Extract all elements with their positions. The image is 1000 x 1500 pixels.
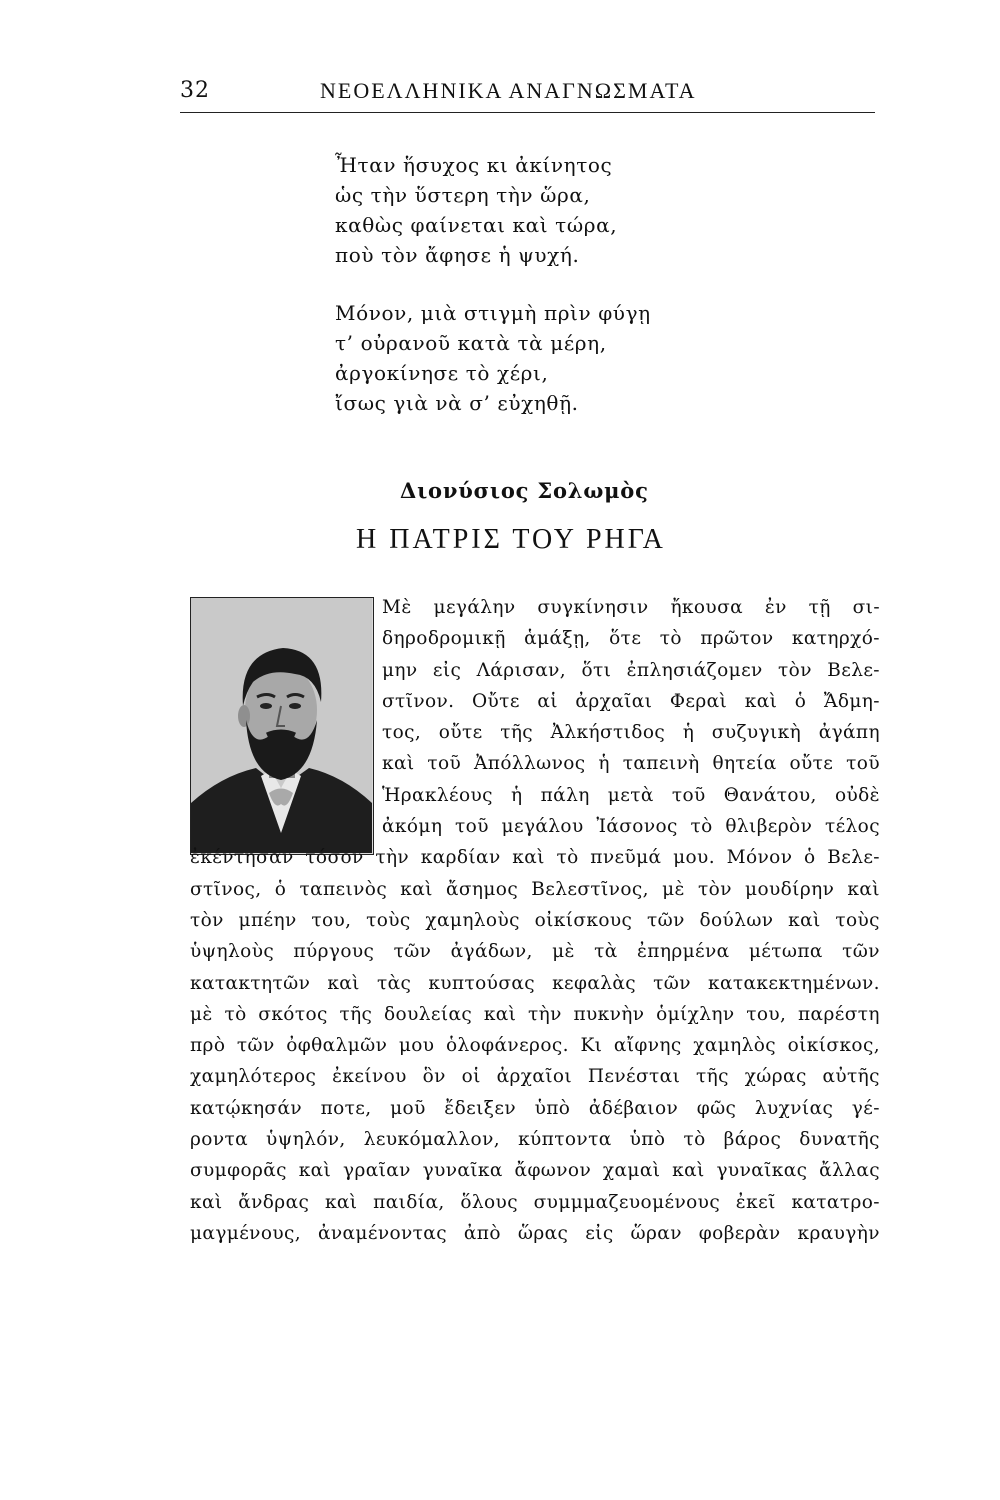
essay-line: δηροδρομικῇ ἁμάξῃ, ὅτε τὸ πρῶτον κατηρχό- [382,628,880,650]
essay-line: Μὲ μεγάλην συγκίνησιν ἤκουσα ἐν τῇ σι- [382,597,880,618]
essay-line: τος, οὔτε τῆς Ἀλκήστιδος ἡ συζυγικὴ ἀγάπη [382,722,880,744]
poem-verse: ἀργοκίνησε τὸ χέρι, [335,361,549,385]
essay-line: στῖνος, ὁ ταπεινὸς καὶ ἄσημος Βελεστῖνος, μὲ τὸν μουδίρην καὶ [190,878,880,900]
essay-line: κατακτητῶν καὶ τὰς κυπτούσας κεφαλὰς τῶν κατακεκτημένων. [190,972,880,994]
essay-title: Η ΠΑΤΡΙΣ ΤΟΥ ΡΗΓΑ [356,524,666,555]
poem-verse: ἴσως γιὰ νὰ σ’ εὐχηθῇ. [335,391,579,415]
poem-author: Διονύσιος Σολωμὸς [400,478,649,503]
essay-line: μὲ τὸ σκότος τῆς δουλείας καὶ τὴν πυκνὴν ὁμίχλην του, παρέστη [190,1003,880,1025]
essay-text [190,592,880,1249]
poem-stanza [335,298,755,418]
poem-verse: ποὺ τὸν ἄφησε ἡ ψυχή. [335,243,580,267]
poem [335,150,755,446]
poem-verse: τ’ οὐρανοῦ κατὰ τὰ μέρη, [335,331,607,355]
page-number: 32 [180,78,210,103]
essay-line: ἀκόμη τοῦ μεγάλου Ἰάσονος τὸ θλιβερὸν τέλος [382,816,880,838]
essay-line: καὶ ἄνδρας καὶ παιδία, ὅλους συμμμαζευομένους ἐκεῖ κατατρο- [190,1191,880,1213]
poem-verse: Ἦταν ἥσυχος κι ἀκίνητος [335,153,613,177]
essay-line: ἐκέντησαν τόσον τὴν καρδίαν καὶ τὸ πνεῦμά μου. Μόνον ὁ Βελε- [190,847,880,869]
essay-line: καὶ τοῦ Ἀπόλλωνος ἡ ταπεινὴ θητεία οὔτε τοῦ [382,753,880,775]
essay-line: κατῴκησάν ποτε, μοῦ ἔδειξεν ὑπὸ ἀδέβαιον φῶς λυχνίας γέ- [190,1097,880,1119]
essay-line: στῖνον. Οὔτε αἱ ἀρχαῖαι Φεραὶ καὶ ὁ Ἄδμη- [382,690,880,712]
essay-line: συμφορᾶς καὶ γραῖαν γυναῖκα ἄφωνον χαμαὶ καὶ γυναῖκας ἄλλας [190,1160,880,1182]
essay-line: πρὸ τῶν ὀφθαλμῶν μου ὁλοφάνερος. Κι αἴφνης χαμηλὸς οἰκίσκος, [190,1035,880,1057]
essay-line: μην εἰς Λάρισαν, ὅτι ἐπλησιάζομεν τὸν Βελε- [382,659,880,681]
running-head [180,78,875,113]
essay-line: χαμηλότερος ἐκείνου ὃν οἱ ἀρχαῖοι Πενέσται τῆς χώρας αὐτῆς [190,1066,880,1088]
poem-verse: ὡς τὴν ὕστερη τὴν ὥρα, [335,183,591,207]
poem-verse: καθὼς φαίνεται καὶ τώρα, [335,213,618,237]
poem-verse: Μόνον, μιὰ στιγμὴ πρὶν φύγῃ [335,301,651,325]
essay-line: μαγμένους, ἀναμένοντας ἀπὸ ὥρας εἰς ὥραν φοβερὰν κραυγὴν [190,1222,880,1244]
essay-line: τὸν μπέην του, τοὺς χαμηλοὺς οἰκίσκους τῶν δούλων καὶ τοὺς [190,909,880,931]
running-title: ΝΕΟΕΛΛΗΝΙΚΑ ΑΝΑΓΝΩΣΜΑΤΑ [320,78,697,103]
essay-line: Ἡρακλέους ἡ πάλη μετὰ τοῦ Θανάτου, οὐδὲ [382,784,880,806]
poem-stanza [335,150,755,270]
essay-line: ὑψηλοὺς πύργους τῶν ἀγάδων, μὲ τὰ ἐπηρμένα μέτωπα τῶν [190,941,880,963]
essay-line: ροντα ὑψηλόν, λευκόμαλλον, κύπτοντα ὑπὸ τὸ βάρος δυνατῆς [190,1129,880,1151]
